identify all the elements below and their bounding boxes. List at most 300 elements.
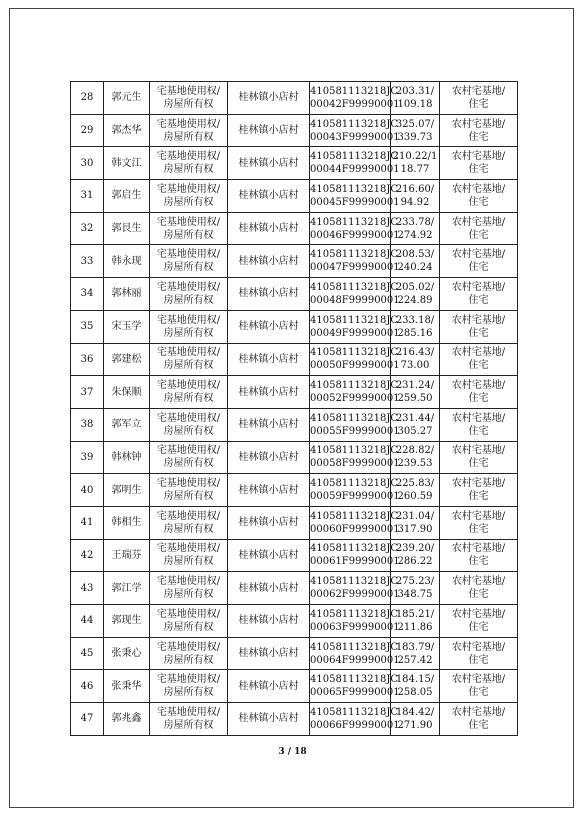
right-type-line-2: 房屋所有权 [163, 458, 214, 470]
area-line-1: 185.21/ [395, 608, 435, 620]
unit-code [310, 245, 400, 278]
unit-code-line-2: 00044F99990001 [310, 164, 400, 176]
owner-name: 郭建松 [104, 343, 150, 376]
area [391, 245, 440, 278]
unit-code-line-1: 410581113218JC [310, 674, 399, 686]
land-use [440, 114, 518, 147]
table-row [71, 180, 518, 213]
owner-name: 郭明生 [104, 474, 150, 507]
right-type [150, 180, 228, 213]
right-type [150, 245, 228, 278]
right-type [150, 114, 228, 147]
unit-code-line-1: 410581113218JC [310, 249, 399, 261]
land-use [440, 408, 518, 441]
right-type-line-2: 房屋所有权 [163, 523, 214, 535]
land-use-line-2: 住宅 [468, 294, 489, 306]
land-use-line-2: 住宅 [468, 131, 489, 143]
area-line-2: 259.50 [397, 393, 433, 405]
area-line-2: 73.00 [400, 360, 430, 372]
owner-name: 韩相生 [104, 506, 150, 539]
location: 桂林镇小店村 [228, 278, 310, 311]
unit-code-line-1: 410581113218JC [310, 281, 399, 293]
area-line-1: 233.78/ [395, 216, 435, 228]
unit-code-line-1: 410581113218JC [310, 706, 399, 718]
unit-code-line-2: 00059F99990001 [310, 491, 400, 503]
unit-code [310, 212, 400, 245]
right-type-line-1: 宅基地使用权/ [156, 543, 221, 555]
area-line-2: 94.92 [400, 196, 430, 208]
right-type-line-1: 宅基地使用权/ [156, 674, 221, 686]
right-type [150, 82, 228, 115]
table-row [71, 506, 518, 539]
table-row [71, 441, 518, 474]
area [391, 539, 440, 572]
row-number: 32 [71, 212, 104, 245]
land-use [440, 670, 518, 703]
unit-code-line-2: 00050F99990001 [310, 360, 400, 372]
right-type-line-2: 房屋所有权 [163, 556, 214, 568]
unit-code-line-2: 00060F99990001 [310, 523, 400, 535]
row-number: 37 [71, 376, 104, 409]
right-type [150, 408, 228, 441]
right-type-line-2: 房屋所有权 [163, 654, 214, 666]
area-line-1: 231.04/ [395, 510, 435, 522]
unit-code [310, 408, 400, 441]
unit-code-line-2: 00045F99990001 [310, 196, 400, 208]
area-line-1: 233.18/ [395, 314, 435, 326]
land-use-line-1: 农村宅基地/ [451, 347, 506, 359]
unit-code [310, 506, 400, 539]
area [391, 114, 440, 147]
land-use [440, 506, 518, 539]
unit-code-line-1: 410581113218JC [310, 118, 399, 130]
location: 桂林镇小店村 [228, 343, 310, 376]
unit-code-line-2: 00046F99990001 [310, 229, 400, 241]
area [391, 82, 440, 115]
land-use [440, 539, 518, 572]
table-row [71, 114, 518, 147]
right-type-line-1: 宅基地使用权/ [156, 347, 221, 359]
land-use [440, 376, 518, 409]
owner-name: 郭启生 [104, 180, 150, 213]
unit-code-line-2: 00048F99990001 [310, 294, 400, 306]
right-type-line-2: 房屋所有权 [163, 196, 214, 208]
right-type [150, 637, 228, 670]
right-type [150, 441, 228, 474]
unit-code-line-1: 410581113218JC [310, 412, 399, 424]
right-type-line-1: 宅基地使用权/ [156, 412, 221, 424]
land-use-line-1: 农村宅基地/ [451, 183, 506, 195]
table-row [71, 637, 518, 670]
unit-code-line-1: 410581113218JC [310, 641, 399, 653]
location: 桂林镇小店村 [228, 114, 310, 147]
unit-code-line-2: 00064F99990001 [310, 654, 400, 666]
right-type-line-2: 房屋所有权 [163, 425, 214, 437]
unit-code-line-1: 410581113218JC [310, 576, 399, 588]
row-number: 46 [71, 670, 104, 703]
area-line-1: 210.22/1 [392, 151, 438, 163]
area-line-1: 203.31/ [395, 85, 435, 97]
unit-code [310, 474, 400, 507]
right-type-line-1: 宅基地使用权/ [156, 85, 221, 97]
area-line-2: 260.59 [397, 491, 433, 503]
right-type [150, 506, 228, 539]
land-use [440, 637, 518, 670]
land-use-line-2: 住宅 [468, 719, 489, 731]
right-type-line-1: 宅基地使用权/ [156, 608, 221, 620]
area [391, 278, 440, 311]
area-line-1: 184.42/ [395, 706, 435, 718]
owner-name: 郭兆鑫 [104, 703, 150, 736]
land-use-line-2: 住宅 [468, 262, 489, 274]
registry-table [70, 81, 518, 736]
table-row [71, 605, 518, 638]
table-row [71, 572, 518, 605]
right-type-line-2: 房屋所有权 [163, 294, 214, 306]
unit-code [310, 605, 400, 638]
unit-code-line-2: 00055F99990001 [310, 425, 400, 437]
unit-code-line-1: 410581113218JC [310, 314, 399, 326]
table-row [71, 408, 518, 441]
right-type-line-2: 房屋所有权 [163, 621, 214, 633]
owner-name: 张秉华 [104, 670, 150, 703]
row-number: 34 [71, 278, 104, 311]
land-use-line-1: 农村宅基地/ [451, 85, 506, 97]
land-use-line-2: 住宅 [468, 654, 489, 666]
land-use [440, 180, 518, 213]
row-number: 47 [71, 703, 104, 736]
land-use-line-1: 农村宅基地/ [451, 445, 506, 457]
right-type [150, 343, 228, 376]
location: 桂林镇小店村 [228, 605, 310, 638]
right-type-line-1: 宅基地使用权/ [156, 706, 221, 718]
land-use-line-1: 农村宅基地/ [451, 151, 506, 163]
unit-code-line-2: 00058F99990001 [310, 458, 400, 470]
unit-code-line-1: 410581113218JC [310, 151, 399, 163]
right-type-line-1: 宅基地使用权/ [156, 445, 221, 457]
location: 桂林镇小店村 [228, 147, 310, 180]
unit-code [310, 310, 400, 343]
area-line-2: 305.27 [397, 425, 433, 437]
location: 桂林镇小店村 [228, 82, 310, 115]
unit-code-line-1: 410581113218JC [310, 183, 399, 195]
right-type-line-2: 房屋所有权 [163, 589, 214, 601]
right-type-line-2: 房屋所有权 [163, 229, 214, 241]
land-use-line-1: 农村宅基地/ [451, 641, 506, 653]
location: 桂林镇小店村 [228, 310, 310, 343]
unit-code-line-2: 00052F99990001 [310, 393, 400, 405]
right-type [150, 474, 228, 507]
area-line-1: 325.07/ [395, 118, 435, 130]
location: 桂林镇小店村 [228, 670, 310, 703]
area [391, 376, 440, 409]
table-row [71, 376, 518, 409]
row-number: 38 [71, 408, 104, 441]
area [391, 605, 440, 638]
right-type-line-1: 宅基地使用权/ [156, 641, 221, 653]
location: 桂林镇小店村 [228, 245, 310, 278]
right-type [150, 310, 228, 343]
right-type-line-2: 房屋所有权 [163, 719, 214, 731]
land-use [440, 703, 518, 736]
unit-code-line-2: 00047F99990001 [310, 262, 400, 274]
unit-code [310, 180, 400, 213]
area-line-2: 257.42 [397, 654, 433, 666]
unit-code [310, 114, 400, 147]
right-type [150, 212, 228, 245]
land-use [440, 310, 518, 343]
area-line-1: 231.24/ [395, 380, 435, 392]
right-type-line-1: 宅基地使用权/ [156, 576, 221, 588]
right-type-line-1: 宅基地使用权/ [156, 380, 221, 392]
area-line-2: 258.05 [397, 687, 433, 699]
location: 桂林镇小店村 [228, 376, 310, 409]
area-line-2: 240.24 [397, 262, 433, 274]
right-type-line-1: 宅基地使用权/ [156, 118, 221, 130]
area [391, 506, 440, 539]
land-use-line-1: 农村宅基地/ [451, 543, 506, 555]
right-type-line-1: 宅基地使用权/ [156, 249, 221, 261]
right-type-line-2: 房屋所有权 [163, 262, 214, 274]
right-type [150, 147, 228, 180]
area-line-1: 231.44/ [395, 412, 435, 424]
unit-code-line-1: 410581113218JC [310, 543, 399, 555]
unit-code [310, 703, 400, 736]
row-number: 36 [71, 343, 104, 376]
table-row [71, 310, 518, 343]
area-line-2: 224.89 [397, 294, 433, 306]
unit-code [310, 441, 400, 474]
area-line-1: 184.15/ [395, 674, 435, 686]
right-type-line-1: 宅基地使用权/ [156, 183, 221, 195]
row-number: 40 [71, 474, 104, 507]
area-line-1: 275.23/ [395, 576, 435, 588]
land-use [440, 343, 518, 376]
right-type [150, 376, 228, 409]
unit-code-line-1: 410581113218JC [310, 347, 399, 359]
land-use-line-1: 农村宅基地/ [451, 674, 506, 686]
unit-code-line-2: 00062F99990001 [310, 589, 400, 601]
row-number: 30 [71, 147, 104, 180]
land-use-line-2: 住宅 [468, 523, 489, 535]
right-type [150, 278, 228, 311]
owner-name: 郭现生 [104, 605, 150, 638]
land-use [440, 147, 518, 180]
location: 桂林镇小店村 [228, 703, 310, 736]
area [391, 703, 440, 736]
row-number: 31 [71, 180, 104, 213]
row-number: 28 [71, 82, 104, 115]
land-use-line-2: 住宅 [468, 458, 489, 470]
row-number: 43 [71, 572, 104, 605]
area [391, 572, 440, 605]
land-use-line-2: 住宅 [468, 229, 489, 241]
table-row [71, 147, 518, 180]
right-type [150, 539, 228, 572]
area-line-2: 317.90 [397, 523, 433, 535]
land-use-line-1: 农村宅基地/ [451, 216, 506, 228]
right-type-line-2: 房屋所有权 [163, 393, 214, 405]
land-use [440, 82, 518, 115]
table-row [71, 82, 518, 115]
land-use-line-2: 住宅 [468, 98, 489, 110]
land-use-line-1: 农村宅基地/ [451, 478, 506, 490]
table-row [71, 539, 518, 572]
unit-code-line-2: 00061F99990001 [310, 556, 400, 568]
location: 桂林镇小店村 [228, 539, 310, 572]
unit-code-line-1: 410581113218JC [310, 380, 399, 392]
owner-name: 郭元生 [104, 82, 150, 115]
land-use-line-1: 农村宅基地/ [451, 380, 506, 392]
unit-code-line-1: 410581113218JC [310, 216, 399, 228]
unit-code-line-1: 410581113218JC [310, 85, 399, 97]
area-line-1: 216.43/ [395, 347, 435, 359]
land-use-line-1: 农村宅基地/ [451, 118, 506, 130]
row-number: 42 [71, 539, 104, 572]
area-line-2: 109.18 [397, 98, 433, 110]
land-use-line-2: 住宅 [468, 425, 489, 437]
area [391, 408, 440, 441]
unit-code-line-2: 00049F99990001 [310, 327, 400, 339]
table-row [71, 278, 518, 311]
owner-name: 张秉心 [104, 637, 150, 670]
land-use-line-2: 住宅 [468, 491, 489, 503]
right-type-line-2: 房屋所有权 [163, 687, 214, 699]
owner-name: 朱保顺 [104, 376, 150, 409]
owner-name: 郭江学 [104, 572, 150, 605]
land-use [440, 605, 518, 638]
location: 桂林镇小店村 [228, 441, 310, 474]
land-use-line-2: 住宅 [468, 687, 489, 699]
right-type-line-2: 房屋所有权 [163, 164, 214, 176]
area-line-2: 271.90 [397, 719, 433, 731]
unit-code [310, 147, 400, 180]
land-use-line-2: 住宅 [468, 621, 489, 633]
location: 桂林镇小店村 [228, 180, 310, 213]
owner-name: 韩文江 [104, 147, 150, 180]
location: 桂林镇小店村 [228, 408, 310, 441]
right-type-line-1: 宅基地使用权/ [156, 314, 221, 326]
land-use-line-1: 农村宅基地/ [451, 412, 506, 424]
land-use-line-1: 农村宅基地/ [451, 281, 506, 293]
right-type-line-2: 房屋所有权 [163, 360, 214, 372]
unit-code-line-1: 410581113218JC [310, 478, 399, 490]
right-type-line-1: 宅基地使用权/ [156, 281, 221, 293]
right-type-line-1: 宅基地使用权/ [156, 510, 221, 522]
right-type-line-1: 宅基地使用权/ [156, 216, 221, 228]
owner-name: 韩林钟 [104, 441, 150, 474]
land-use-line-1: 农村宅基地/ [451, 510, 506, 522]
right-type [150, 572, 228, 605]
area [391, 670, 440, 703]
area-line-2: 348.75 [397, 589, 433, 601]
land-use [440, 474, 518, 507]
unit-code [310, 637, 400, 670]
row-number: 33 [71, 245, 104, 278]
unit-code-line-1: 410581113218JC [310, 445, 399, 457]
location: 桂林镇小店村 [228, 506, 310, 539]
table-row [71, 474, 518, 507]
area-line-2: 18.77 [400, 164, 430, 176]
row-number: 39 [71, 441, 104, 474]
unit-code-line-2: 00066F99990001 [310, 719, 400, 731]
area-line-2: 211.86 [397, 621, 433, 633]
unit-code-line-2: 00065F99990001 [310, 687, 400, 699]
owner-name: 王瑞芬 [104, 539, 150, 572]
row-number: 45 [71, 637, 104, 670]
location: 桂林镇小店村 [228, 637, 310, 670]
unit-code-line-2: 00063F99990001 [310, 621, 400, 633]
page-number: 3 / 18 [278, 747, 307, 757]
land-use-line-1: 农村宅基地/ [451, 706, 506, 718]
land-use-line-2: 住宅 [468, 360, 489, 372]
owner-name: 郭艮生 [104, 212, 150, 245]
area-line-1: 205.02/ [395, 281, 435, 293]
area-line-1: 225.83/ [395, 478, 435, 490]
land-use-line-1: 农村宅基地/ [451, 249, 506, 261]
right-type-line-2: 房屋所有权 [163, 98, 214, 110]
right-type [150, 605, 228, 638]
area-line-1: 216.60/ [395, 183, 435, 195]
right-type-line-2: 房屋所有权 [163, 131, 214, 143]
unit-code [310, 82, 400, 115]
land-use [440, 245, 518, 278]
registry-table-body [71, 82, 518, 736]
table-row [71, 245, 518, 278]
unit-code-line-1: 410581113218JC [310, 608, 399, 620]
row-number: 41 [71, 506, 104, 539]
right-type [150, 703, 228, 736]
land-use-line-2: 住宅 [468, 196, 489, 208]
area-line-2: 285.16 [397, 327, 433, 339]
area [391, 441, 440, 474]
unit-code [310, 376, 400, 409]
unit-code [310, 670, 400, 703]
table-row [71, 212, 518, 245]
unit-code [310, 572, 400, 605]
land-use [440, 572, 518, 605]
table-row [71, 343, 518, 376]
table-row [71, 670, 518, 703]
right-type-line-2: 房屋所有权 [163, 491, 214, 503]
owner-name: 宋玉学 [104, 310, 150, 343]
area-line-2: 286.22 [397, 556, 433, 568]
land-use-line-2: 住宅 [468, 589, 489, 601]
area [391, 212, 440, 245]
owner-name: 郭林丽 [104, 278, 150, 311]
land-use [440, 441, 518, 474]
land-use-line-1: 农村宅基地/ [451, 314, 506, 326]
row-number: 44 [71, 605, 104, 638]
owner-name: 韩永现 [104, 245, 150, 278]
area-line-1: 228.82/ [395, 445, 435, 457]
unit-code-line-2: 00042F99990001 [310, 98, 400, 110]
land-use-line-2: 住宅 [468, 327, 489, 339]
unit-code-line-2: 00043F99990001 [310, 131, 400, 143]
area [391, 474, 440, 507]
owner-name: 郭军立 [104, 408, 150, 441]
unit-code [310, 343, 400, 376]
land-use-line-2: 住宅 [468, 164, 489, 176]
location: 桂林镇小店村 [228, 572, 310, 605]
land-use-line-1: 农村宅基地/ [451, 576, 506, 588]
area-line-1: 239.20/ [395, 543, 435, 555]
area-line-1: 208.53/ [395, 249, 435, 261]
land-use-line-2: 住宅 [468, 556, 489, 568]
right-type-line-2: 房屋所有权 [163, 327, 214, 339]
table-row [71, 703, 518, 736]
area-line-2: 339.73 [397, 131, 433, 143]
